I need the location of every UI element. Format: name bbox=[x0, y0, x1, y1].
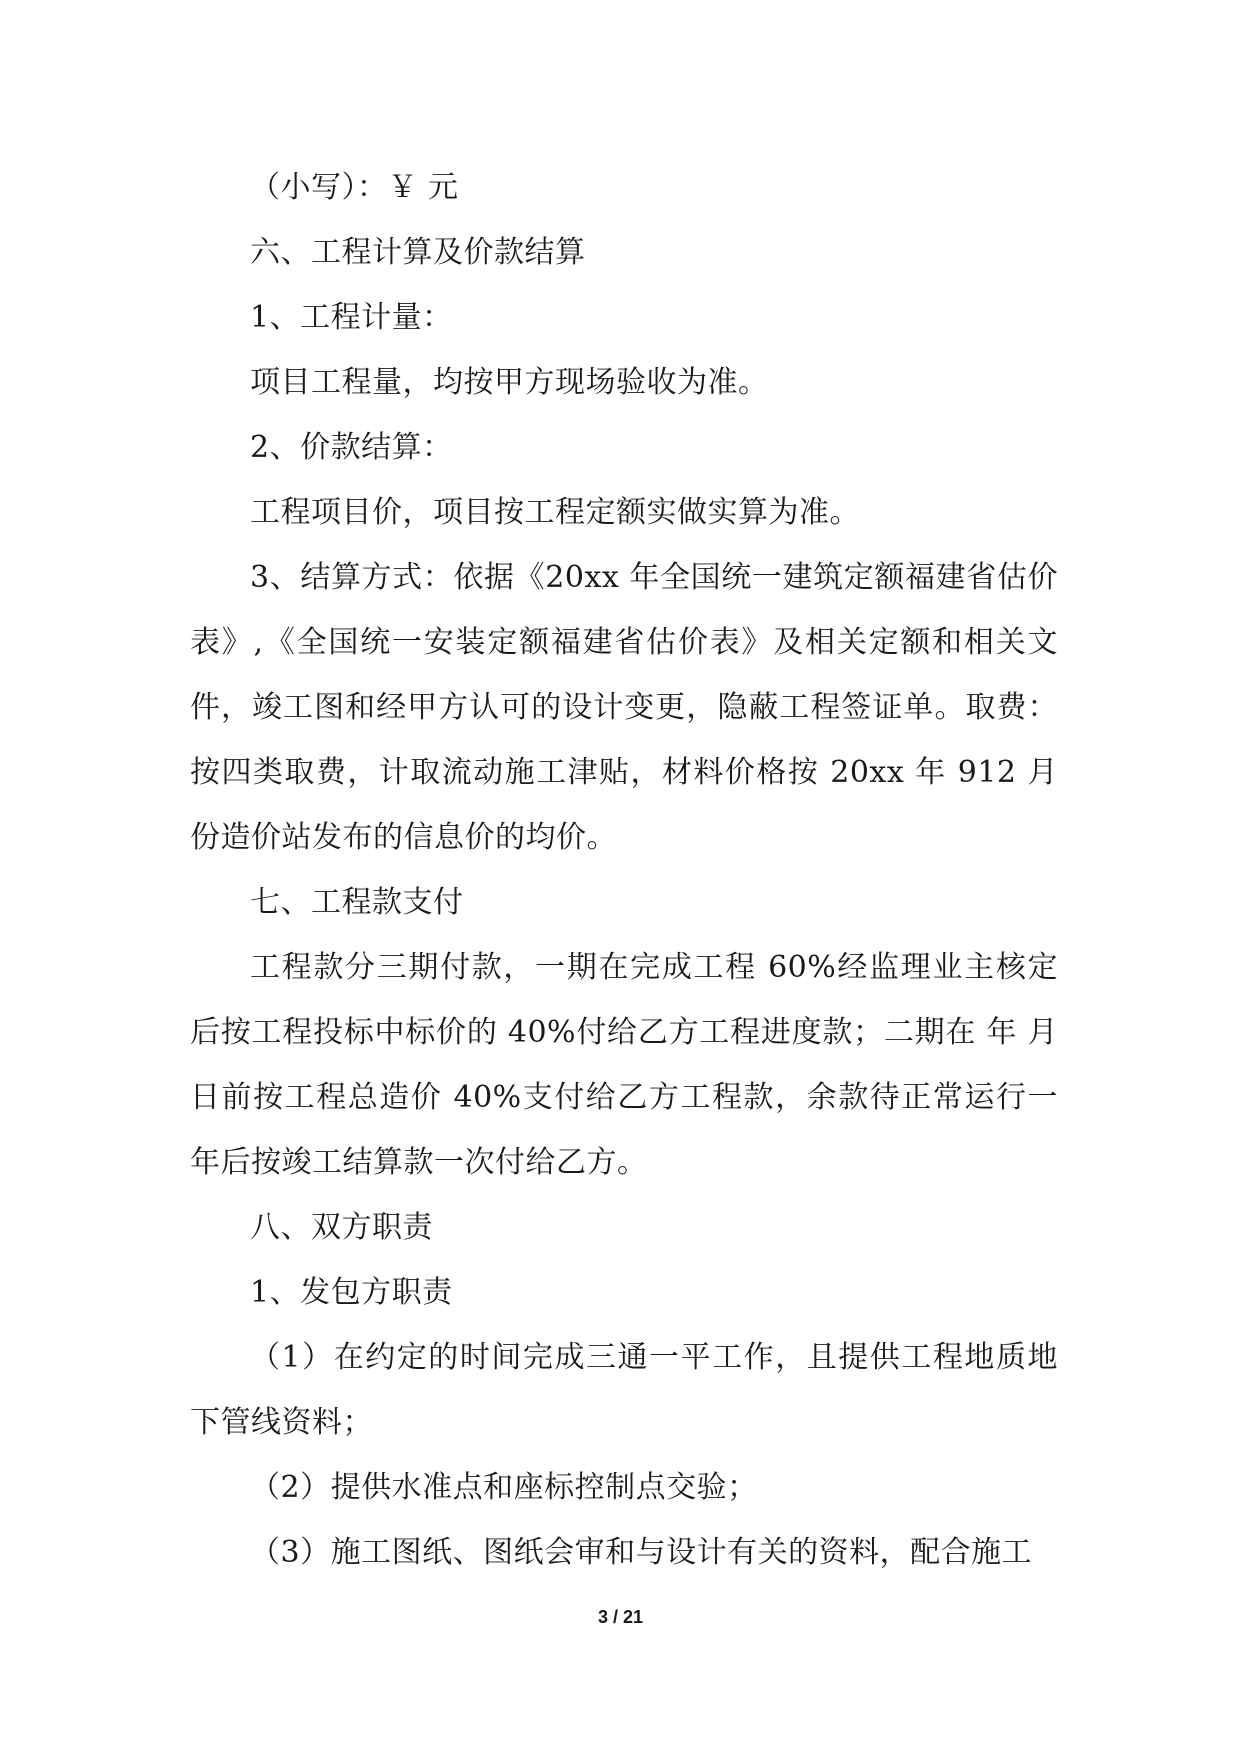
list-item-duty-3: （3）施工图纸、图纸会审和与设计有关的资料，配合施工 bbox=[250, 1535, 1033, 1570]
heading-section-6: 六、工程计算及价款结算 bbox=[250, 235, 586, 270]
paragraph-settlement-method: 3、结算方式：依据《20xx 年全国统一建筑定额福建省估价表》,《全国统一安装定额福建省估价表》及相关定额和相关文件，竣工图和经甲方认可的设计变更，隐蔽工程签证单。取费：按四类取费，计取流动施工津贴，材料价格按 20xx 年 912 月份造价站发布的信息价的均价。 bbox=[190, 560, 1058, 855]
page-number: 3 / 21 bbox=[597, 1607, 644, 1627]
list-item-duty-1: （1）在约定的时间完成三通一平工作，且提供工程地质地下管线资料； bbox=[190, 1340, 1058, 1440]
document-body bbox=[190, 155, 1058, 1585]
heading-section-8: 八、双方职责 bbox=[250, 1210, 433, 1245]
paragraph-payment-terms: 工程款分三期付款，一期在完成工程 60%经监理业主核定后按工程投标中标价的 40%付给乙方工程进度款；二期在 年 月 日前按工程总造价 40%支付给乙方工程款，余款待正常运行一年后按竣工结算款一次付给乙方。 bbox=[190, 950, 1058, 1180]
subheading-employer-duties: 1、发包方职责 bbox=[250, 1275, 453, 1310]
subheading-quantity: 1、工程计量： bbox=[250, 300, 453, 335]
list-item-duty-2: （2）提供水准点和座标控制点交验； bbox=[250, 1470, 758, 1505]
paragraph-quantity: 项目工程量，均按甲方现场验收为准。 bbox=[250, 365, 769, 400]
subheading-price-settlement: 2、价款结算： bbox=[250, 430, 453, 465]
heading-section-7: 七、工程款支付 bbox=[250, 885, 464, 920]
paragraph-price-settlement: 工程项目价，项目按工程定额实做实算为准。 bbox=[250, 495, 860, 530]
paragraph-amount-lowercase: （小写）：￥ 元 bbox=[250, 170, 459, 205]
